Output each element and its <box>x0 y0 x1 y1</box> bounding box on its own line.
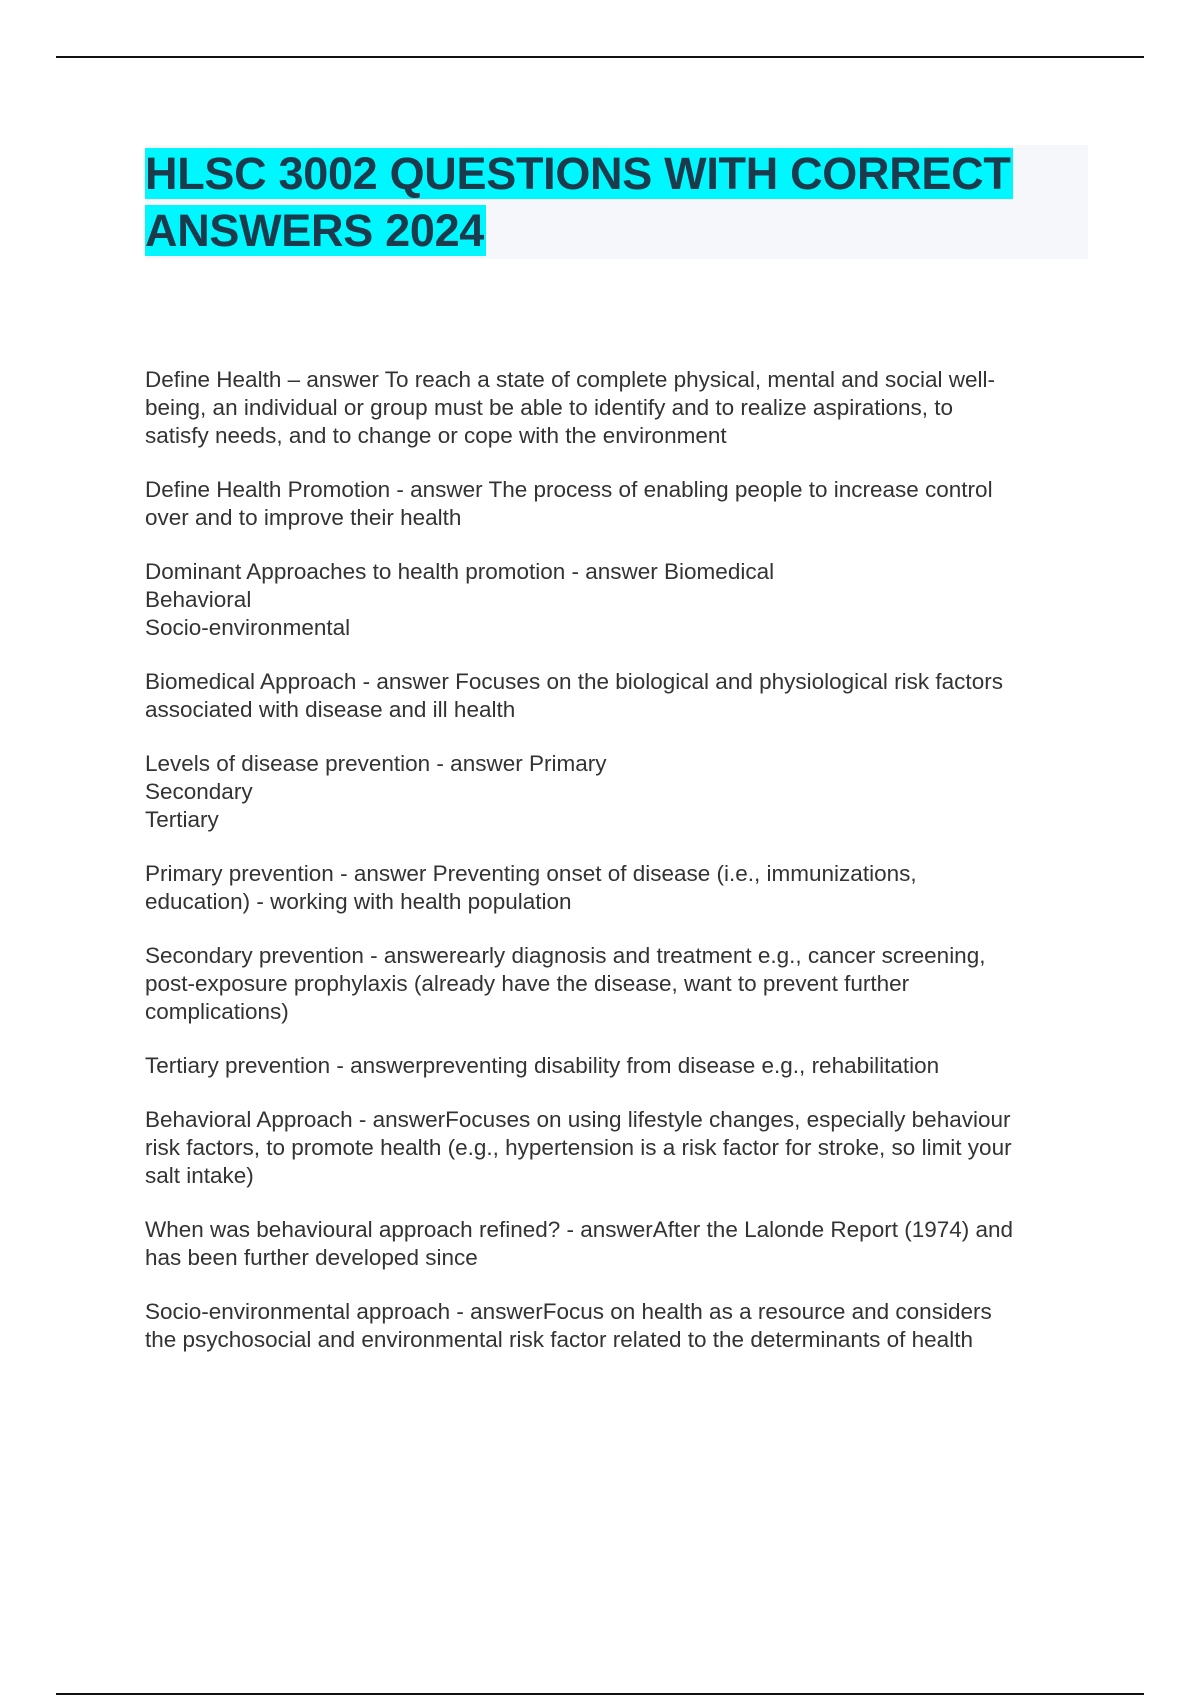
qa-item-behavioral-approach: Behavioral Approach - answerFocuses on using lifestyle changes, especially behaviour risk factors, to promote health (e.g., hypertension is a risk factor for stroke, so limit your salt intake) <box>145 1107 1012 1188</box>
qa-item-secondary-prevention: Secondary prevention - answerearly diagnosis and treatment e.g., cancer screening, post-exposure prophylaxis (already have the disease, want to prevent further complications) <box>145 943 986 1024</box>
document-title <box>145 145 1088 259</box>
title-line-1: HLSC 3002 QUESTIONS WITH CORRECT <box>145 148 1011 199</box>
qa-item-biomedical-approach: Biomedical Approach - answer Focuses on the biological and physiological risk factors associated with disease and ill health <box>145 669 1003 722</box>
title-block <box>145 145 1088 259</box>
qa-item-define-health-promotion: Define Health Promotion - answer The process of enabling people to increase control over and to improve their health <box>145 477 993 530</box>
qa-list <box>145 366 1085 1380</box>
qa-item-tertiary-prevention: Tertiary prevention - answerpreventing disability from disease e.g., rehabilitation <box>145 1053 940 1078</box>
qa-item-levels-of-prevention: Levels of disease prevention - answer Primary Secondary Tertiary <box>145 751 607 832</box>
page-top-rule <box>56 56 1144 58</box>
page-bottom-rule <box>56 1693 1144 1695</box>
title-line-2: ANSWERS 2024 <box>145 205 485 256</box>
qa-item-primary-prevention: Primary prevention - answer Preventing onset of disease (i.e., immunizations, education) - working with health population <box>145 861 917 914</box>
qa-item-socio-environmental: Socio-environmental approach - answerFocus on health as a resource and considers the psychosocial and environmental risk factor related to the determinants of health <box>145 1299 992 1352</box>
qa-item-dominant-approaches: Dominant Approaches to health promotion - answer Biomedical Behavioral Socio-environmental <box>145 559 775 640</box>
qa-item-behavioural-refined: When was behavioural approach refined? - answerAfter the Lalonde Report (1974) and has been further developed since <box>145 1217 1014 1270</box>
qa-item-define-health: Define Health – answer To reach a state of complete physical, mental and social well- being, an individual or group must be able to identify and to realize aspirations, to satisfy needs, and to change or cope with the environment <box>145 367 996 448</box>
